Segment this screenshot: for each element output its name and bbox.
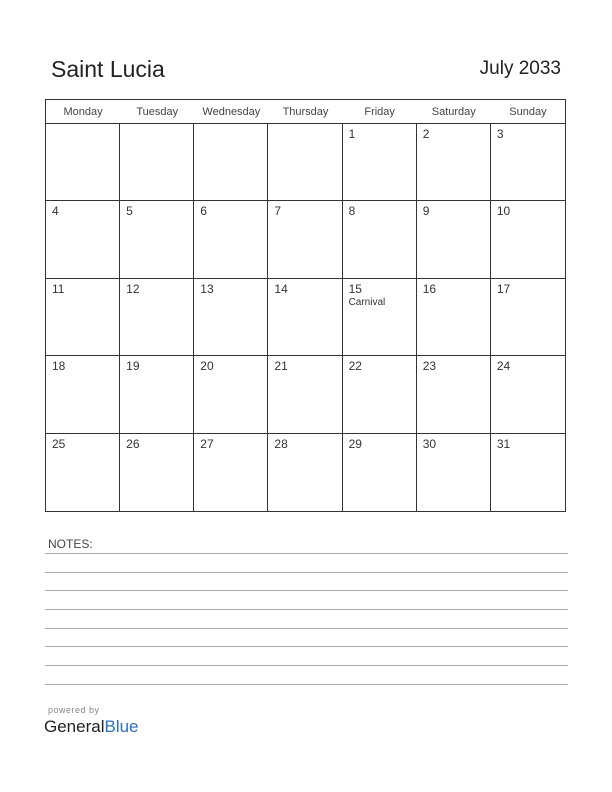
note-line xyxy=(45,572,568,573)
day-number: 22 xyxy=(348,359,362,374)
day-cell xyxy=(120,434,194,511)
day-number: 15 xyxy=(348,281,362,296)
day-cell xyxy=(194,279,268,356)
calendar-grid xyxy=(45,99,566,512)
day-cell xyxy=(194,124,268,201)
day-number: 29 xyxy=(348,436,362,451)
day-number: 30 xyxy=(422,436,437,451)
day-cell xyxy=(194,356,268,433)
day-cell xyxy=(491,201,565,278)
day-cell xyxy=(343,434,417,511)
note-line xyxy=(45,646,568,647)
note-line xyxy=(45,553,568,554)
day-cell xyxy=(417,356,491,433)
day-number: 10 xyxy=(496,204,511,219)
note-line xyxy=(45,665,568,666)
note-line xyxy=(45,628,568,629)
day-number: 18 xyxy=(52,359,66,374)
day-number: 27 xyxy=(200,436,214,451)
day-of-week-header: Sunday xyxy=(491,100,565,124)
day-of-week-header: Friday xyxy=(343,100,417,124)
day-number: 13 xyxy=(200,281,214,296)
calendar-country-title: Saint Lucia xyxy=(51,56,165,82)
note-line xyxy=(45,684,568,685)
day-number: 19 xyxy=(126,359,140,374)
day-cell xyxy=(46,201,120,278)
day-cell xyxy=(491,434,565,511)
day-cell xyxy=(417,279,491,356)
day-cell xyxy=(343,356,417,433)
day-of-week-header: Thursday xyxy=(268,100,342,124)
day-cell xyxy=(268,434,342,511)
day-cell xyxy=(491,356,565,433)
day-cell xyxy=(268,201,342,278)
day-cell xyxy=(120,124,194,201)
day-cell xyxy=(46,124,120,201)
day-cell xyxy=(491,124,565,201)
day-number: 21 xyxy=(274,359,288,374)
holiday-label: Carnival xyxy=(348,296,386,308)
day-number: 28 xyxy=(274,436,288,451)
note-line xyxy=(45,609,568,610)
day-number: 11 xyxy=(52,281,65,296)
calendar-month-title: July 2033 xyxy=(479,58,561,79)
day-number: 31 xyxy=(496,436,511,451)
logo-blue: Blue xyxy=(104,717,139,736)
day-number: 1 xyxy=(348,127,356,141)
day-cell xyxy=(417,124,491,201)
day-number: 6 xyxy=(200,204,207,219)
day-cell xyxy=(491,279,565,356)
day-cell xyxy=(417,434,491,511)
day-cell xyxy=(46,434,120,511)
day-number: 7 xyxy=(274,204,282,219)
day-number: 5 xyxy=(126,204,133,219)
day-number: 20 xyxy=(200,359,214,374)
day-cell xyxy=(194,434,268,511)
day-cell xyxy=(343,279,417,356)
day-number: 4 xyxy=(52,204,59,219)
day-number: 16 xyxy=(422,281,437,296)
day-cell xyxy=(46,279,120,356)
day-cell xyxy=(343,201,417,278)
day-number: 9 xyxy=(422,204,430,219)
day-cell xyxy=(268,124,342,201)
day-number: 23 xyxy=(422,359,437,374)
day-cell xyxy=(194,201,268,278)
powered-by-text: powered by xyxy=(48,705,100,715)
day-number: 26 xyxy=(126,436,140,451)
day-number: 25 xyxy=(52,436,66,451)
day-cell xyxy=(120,201,194,278)
day-cell xyxy=(417,201,491,278)
day-of-week-header: Wednesday xyxy=(194,100,268,124)
generalblue-logo xyxy=(44,717,139,737)
day-number: 14 xyxy=(274,281,288,296)
logo-general: General xyxy=(44,717,105,736)
notes-label: NOTES: xyxy=(48,537,93,551)
day-number: 24 xyxy=(496,359,511,374)
day-number: 3 xyxy=(496,127,504,141)
note-line xyxy=(45,590,568,591)
day-number: 12 xyxy=(126,281,140,296)
day-of-week-header: Tuesday xyxy=(120,100,194,124)
day-number: 2 xyxy=(422,127,430,141)
day-cell xyxy=(343,124,417,201)
day-cell xyxy=(120,356,194,433)
day-cell xyxy=(46,356,120,433)
day-of-week-header: Saturday xyxy=(417,100,491,124)
day-number: 8 xyxy=(348,204,356,219)
day-cell xyxy=(268,356,342,433)
day-of-week-header: Monday xyxy=(46,100,120,124)
day-number: 17 xyxy=(496,281,511,296)
day-cell xyxy=(120,279,194,356)
day-cell xyxy=(268,279,342,356)
